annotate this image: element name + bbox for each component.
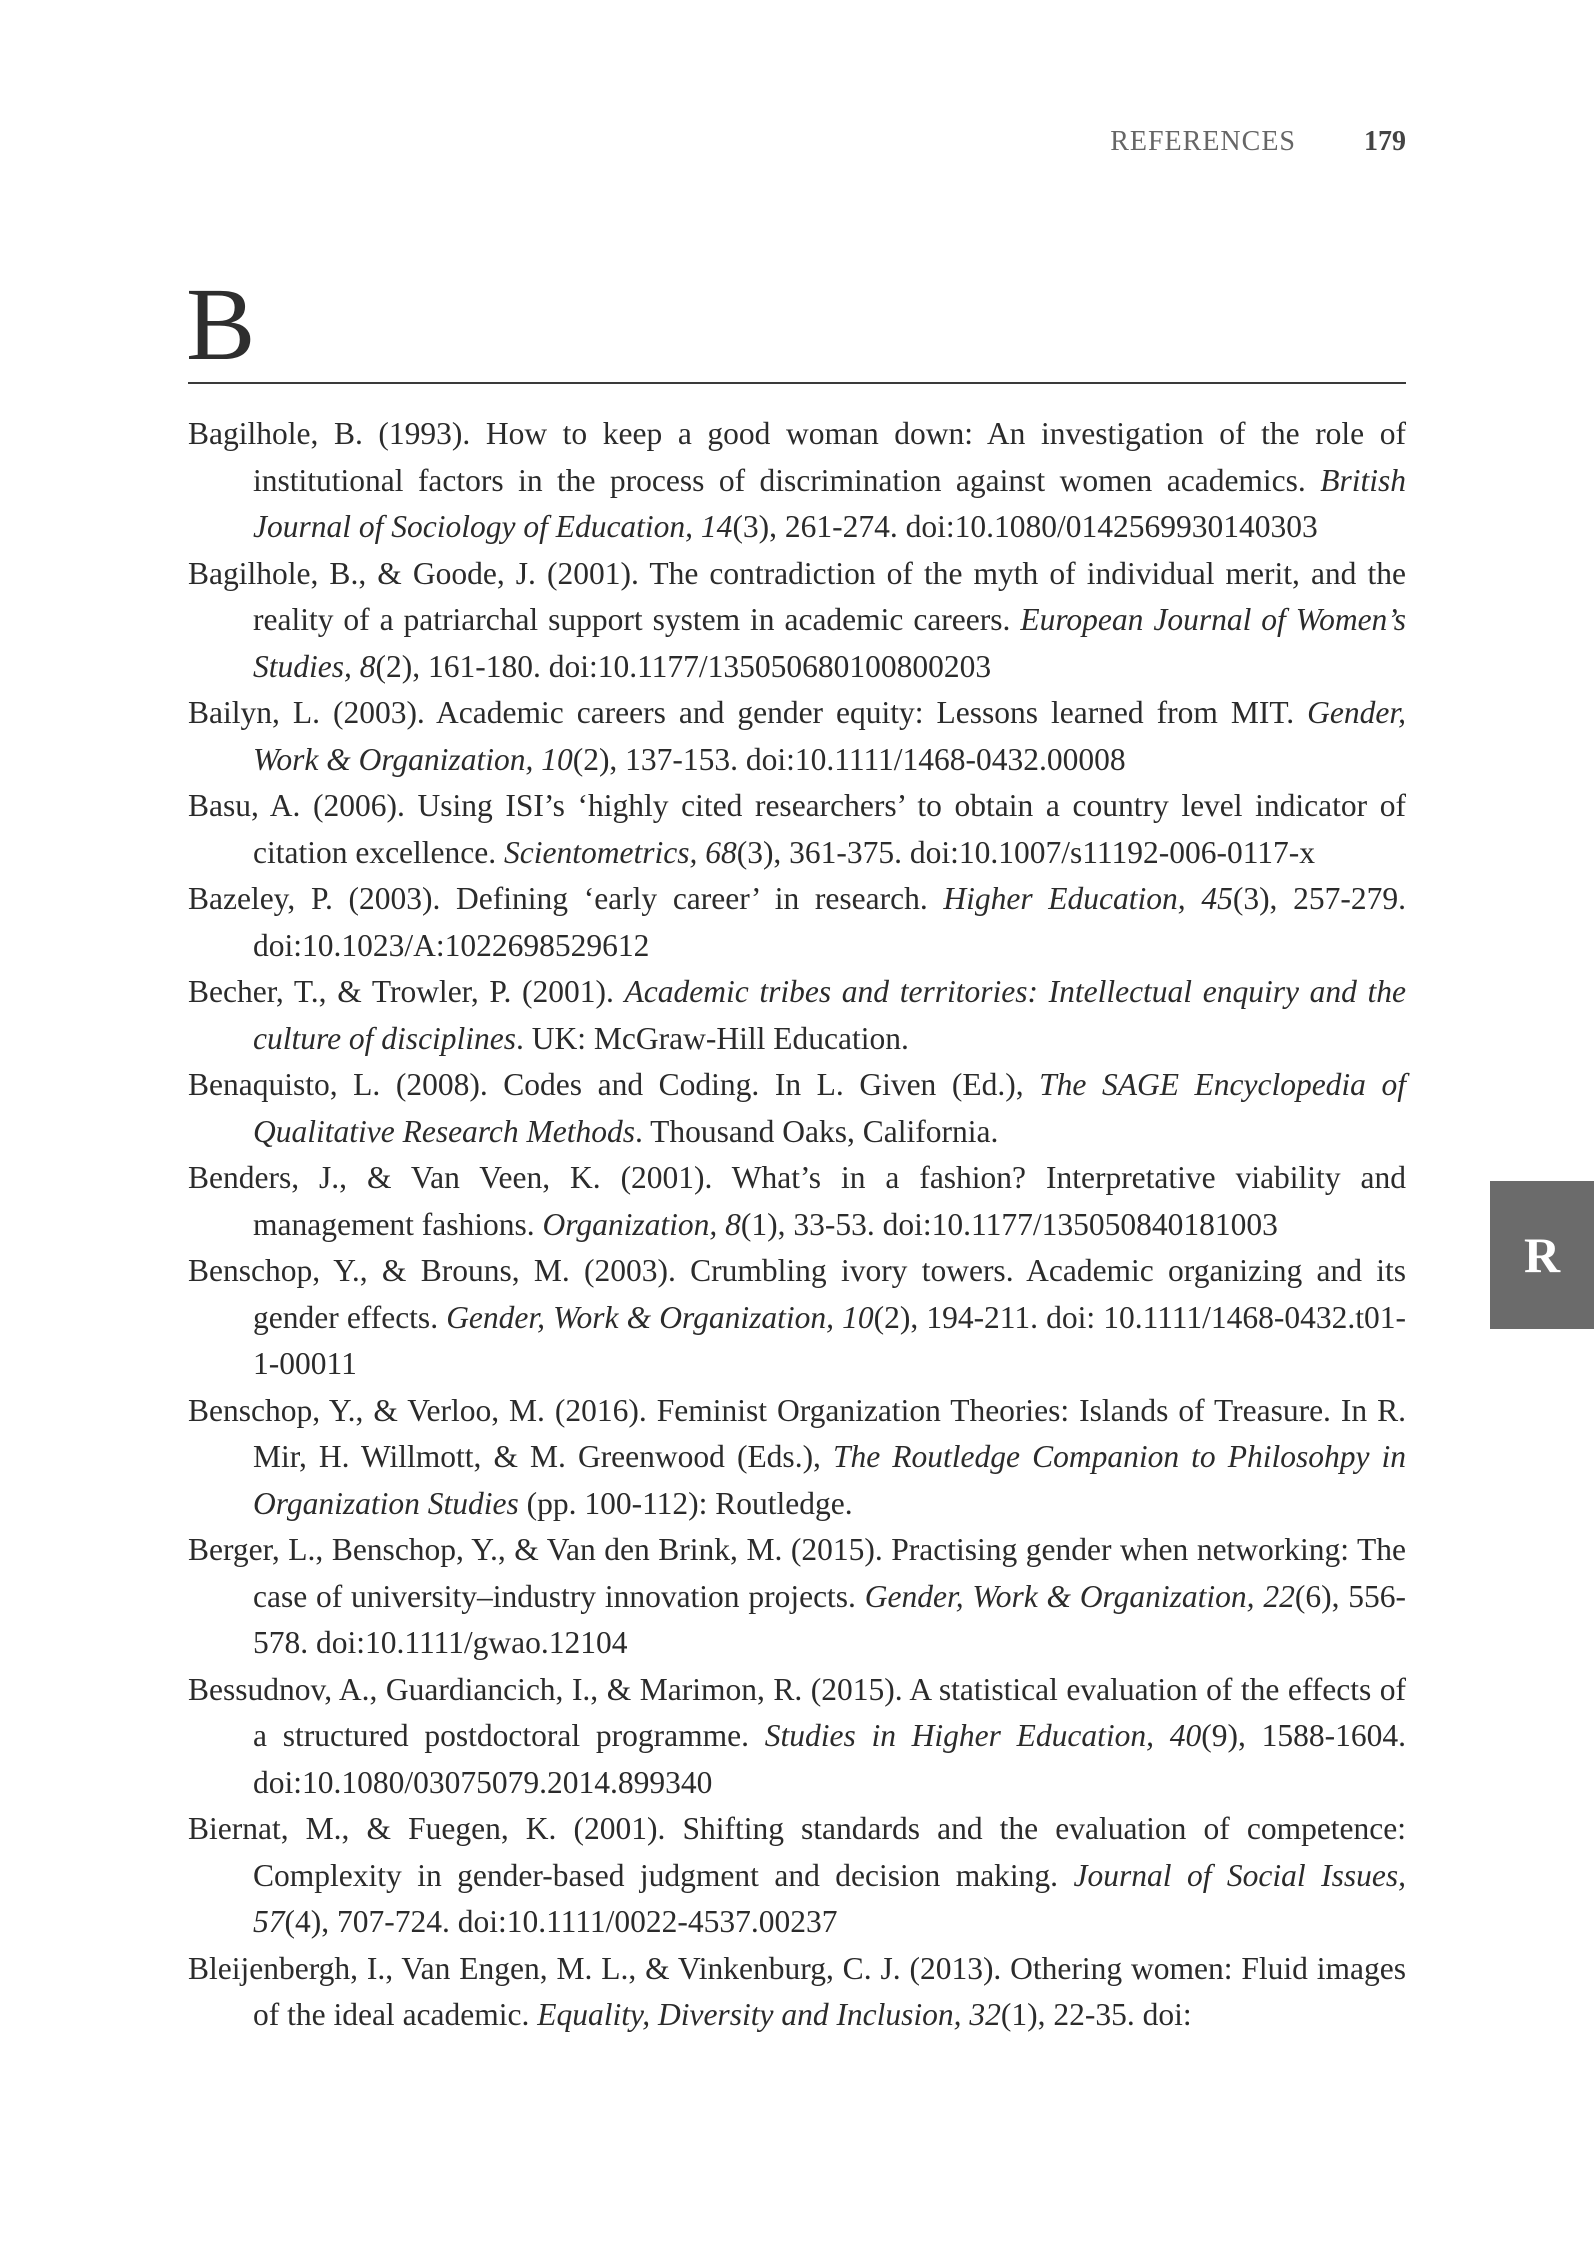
reference-text: Benschop, Y., & Brouns, M. (2003). Crumbling ivory towers. Academic organizing and its gender effects. — [188, 1253, 1406, 1335]
reference-italic: Equality, Diversity and Inclusion, 32 — [537, 1997, 1001, 2032]
reference-text: Berger, L., Benschop, Y., & Van den Brink, M. (2015). Practising gender when networking: The case of university–industry innovation projects. — [188, 1532, 1406, 1614]
reference-text: (3), 361-375. doi:10.1007/s11192-006-0117-x — [736, 834, 1316, 870]
reference-text: Becher, T., & Trowler, P. (2001). — [188, 974, 625, 1009]
reference-italic: The Routledge Companion to Philosohpy in Organization Studies — [253, 1439, 1406, 1521]
reference-text: Bailyn, L. (2003). Academic careers and gender equity: Lessons learned from MIT. — [188, 695, 1308, 730]
reference-italic: Higher Education, 45 — [943, 881, 1233, 916]
reference-text: (3), 257-279. doi:10.1023/A:1022698529612 — [253, 881, 1406, 963]
reference-text: (1), 22-35. doi: — [1000, 1997, 1192, 2032]
reference-text: (3), 261-274. doi:10.1080/0142569930140303 — [732, 509, 1318, 544]
reference-entry — [188, 969, 1406, 1062]
running-head-section: REFERENCES — [1110, 126, 1296, 157]
reference-italic: Organization, 8 — [542, 1206, 741, 1242]
reference-text: (1), 33-53. doi:10.1177/135050840181003 — [740, 1206, 1278, 1242]
reference-text: (pp. 100-112): Routledge. — [518, 1485, 853, 1521]
thumb-index-letter: R — [1523, 1227, 1561, 1283]
reference-text: Benaquisto, L. (2008). Codes and Coding. In L. Given (Ed.), — [188, 1067, 1040, 1102]
reference-text: Benschop, Y., & Verloo, M. (2016). Feminist Organization Theories: Islands of Treasure. In R. Mir, H. Willmott, & M. Greenwood (Eds.), — [188, 1392, 1406, 1474]
reference-text: (6), 556-578. doi:10.1111/gwao.12104 — [253, 1578, 1406, 1660]
running-head — [1110, 126, 1406, 158]
reference-italic: Journal of Social Issues, 57 — [253, 1857, 1406, 1939]
reference-entry — [188, 1667, 1406, 1807]
reference-entry — [188, 1248, 1406, 1388]
reference-entry — [188, 1527, 1406, 1667]
reference-entry — [188, 876, 1406, 969]
reference-text: Bagilhole, B. (1993). How to keep a good woman down: An investigation of the role of institutional factors in the process of discrimination against women academics. — [188, 416, 1406, 498]
reference-italic: Scientometrics, 68 — [504, 834, 737, 870]
reference-italic: Gender, Work & Organization, 10 — [446, 1299, 874, 1335]
reference-text: Basu, A. (2006). Using ISI’s ‘highly cited researchers’ to obtain a country level indicator of citation excellence. — [188, 788, 1406, 870]
reference-text: Bazeley, P. (2003). Defining ‘early career’ in research. — [188, 881, 944, 916]
reference-text: (2), 194-211. doi: 10.1111/1468-0432.t01-1-00011 — [253, 1299, 1406, 1381]
reference-entry — [188, 551, 1406, 691]
reference-italic: Gender, Work & Organization, 22 — [864, 1578, 1295, 1614]
reference-italic: Gender, Work & Organization, 10 — [253, 695, 1406, 777]
reference-entry — [188, 1062, 1406, 1155]
reference-entry — [188, 1388, 1406, 1528]
reference-text: . Thousand Oaks, California. — [634, 1113, 999, 1149]
reference-entry — [188, 783, 1406, 876]
reference-italic: Academic tribes and territories: Intellectual enquiry and the culture of disciplines — [253, 974, 1407, 1056]
reference-italic: British Journal of Sociology of Education, 14 — [253, 462, 1406, 544]
reference-entry — [188, 411, 1406, 551]
reference-text: (4), 707-724. doi:10.1111/0022-4537.00237 — [284, 1904, 838, 1939]
reference-text: Bessudnov, A., Guardiancich, I., & Marimon, R. (2015). A statistical evaluation of the effects of a structured postdoctoral programme. — [188, 1671, 1406, 1753]
reference-text: . UK: McGraw-Hill Education. — [516, 1020, 909, 1056]
page-number: 179 — [1364, 126, 1406, 157]
reference-italic: The SAGE Encyclopedia of Qualitative Research Methods — [253, 1067, 1407, 1149]
reference-text: Biernat, M., & Fuegen, K. (2001). Shifting standards and the evaluation of competence: Complexity in gender-based judgment and decision making. — [188, 1811, 1406, 1893]
reference-entry — [188, 690, 1406, 783]
reference-entry — [188, 1806, 1406, 1946]
section-divider — [188, 382, 1406, 384]
reference-list — [188, 411, 1406, 2039]
reference-text: (2), 137-153. doi:10.1111/1468-0432.00008 — [572, 741, 1126, 777]
reference-italic: Studies in Higher Education, 40 — [764, 1718, 1202, 1753]
reference-text: Benders, J., & Van Veen, K. (2001). What’s in a fashion? Interpretative viability and management fashions. — [188, 1160, 1406, 1242]
reference-text: Bagilhole, B., & Goode, J. (2001). The contradiction of the myth of individual merit, and the reality of a patriarchal support system in academic careers. — [188, 555, 1406, 637]
thumb-index-tab — [1490, 1181, 1594, 1329]
reference-entry — [188, 1946, 1406, 2039]
section-letter: B — [186, 267, 256, 382]
reference-text: (2), 161-180. doi:10.1177/135050680100800203 — [375, 648, 992, 684]
reference-entry — [188, 1155, 1406, 1248]
reference-italic: European Journal of Women’s Studies, 8 — [253, 602, 1406, 684]
reference-text: (9), 1588-1604. doi:10.1080/03075079.2014.899340 — [253, 1718, 1406, 1800]
reference-text: Bleijenbergh, I., Van Engen, M. L., & Vinkenburg, C. J. (2013). Othering women: Fluid images of the ideal academic. — [188, 1950, 1406, 2032]
